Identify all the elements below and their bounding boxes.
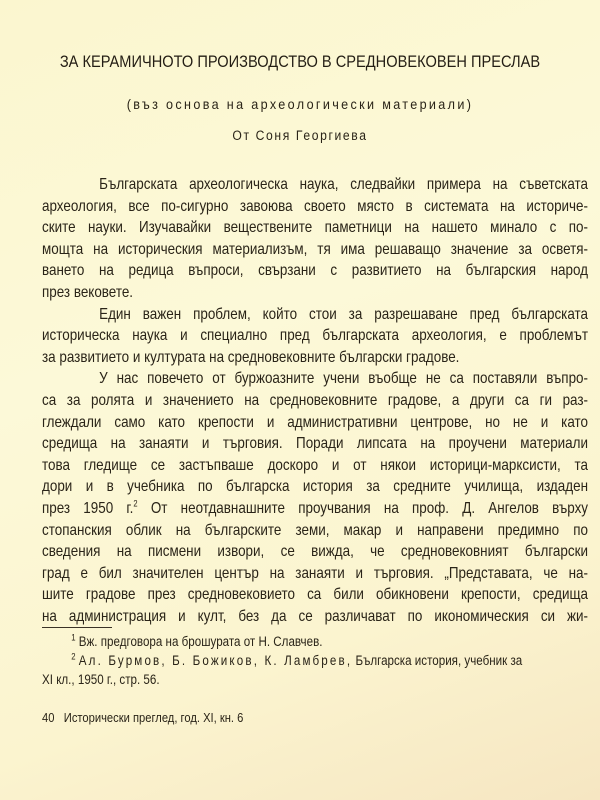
article-title: ЗА КЕРАМИЧНОТО ПРОИЗВОДСТВО В СРЕДНОВЕКОВЕН ПРЕСЛАВ — [59, 52, 541, 71]
paragraph-line: за развитието и културата на средновековните български градове. — [42, 348, 460, 366]
footnote-ref-2[interactable]: 2 — [133, 498, 138, 509]
footnote-marker: 2 — [71, 651, 76, 662]
footnote-2-continuation: XI кл., 1950 г., стр. 56. — [42, 672, 160, 687]
journal-reference: Исторически преглед, год. XI, кн. 6 — [63, 710, 244, 725]
paragraph-line: ването на редица въпроси, свързани с развитието на българския народ — [42, 262, 588, 280]
paragraph-line: това гледище се застъпваше доскоро и от някои историци-марксисти, та — [42, 456, 588, 474]
paragraph-line: сведения на писмени извори, се вижда, че средновековният български — [42, 543, 588, 561]
paragraph-line: на администрация и култ, без да се различават по икономическия си жи- — [42, 607, 588, 625]
paragraph-line: през вековете. — [42, 283, 134, 301]
paragraph-line: мощта на историческия материализъм, тя има решаващо значение за осветя- — [42, 240, 588, 258]
article-subtitle: (въз основа на археологически материали) — [126, 96, 474, 112]
footnote-divider — [42, 627, 112, 628]
paragraph-line: глеждали само като крепости и административни центрове, но не и като — [42, 413, 588, 431]
paragraph-line: Българската археологическа наука, следвайки примера на съветската — [99, 176, 588, 193]
footnote-authors: Ал. Бурмов, Б. Божиков, К. Ламбрев, — [78, 653, 353, 668]
footnote-marker: 1 — [71, 632, 76, 643]
paragraph-line: средища на занаяти и търговия. Поради липсата на проучени материали — [42, 435, 588, 453]
paragraph-line — [42, 498, 588, 520]
article-body — [42, 174, 588, 627]
paragraph-line: са за ролята и значението на средновековните градове, а други са ги раз- — [42, 391, 588, 409]
paragraph-line: стопанския облик на българските земи, макар и направени предимно по — [42, 521, 588, 539]
footnote-1 — [42, 632, 512, 651]
paragraph-line: град е бил значителен център на занаяти и търговия. „Представата, че на- — [42, 564, 588, 582]
paragraph-line: Един важен проблем, който стои за разрешаване пред българската — [99, 305, 588, 323]
footnote-2 — [42, 651, 523, 670]
article-author: От Соня Георгиева — [232, 128, 368, 143]
page-number: 40 — [42, 710, 55, 725]
footnote-text: Българска история, учебник за — [352, 653, 523, 668]
paragraph-line: археология, все по-сигурно завоюва своето място в системата на историче- — [42, 197, 588, 215]
paragraph-line: У нас повечето от буржоазните учени въобще не са поставяли въпро- — [99, 370, 588, 388]
footnotes — [42, 632, 588, 689]
paragraph-line: историческа наука и специално пред българската археология, е проблемът — [42, 327, 588, 345]
paragraph-line: шите градове през средновековието са били обикновени крепости, средища — [42, 586, 588, 604]
paragraph-line: ските науки. Изучавайки веществените паметници на нашето минало с по- — [42, 219, 588, 237]
line-text: през 1950 г. — [42, 499, 134, 517]
paragraph-line: дори и в учебника по българска история за средните училища, издаден — [42, 478, 588, 496]
page-footer — [42, 710, 243, 725]
footnote-text: Вж. предговора на брошурата от Н. Славчев. — [78, 634, 323, 649]
line-text: От неотдавнашните проучвания на проф. Д. Ангелов върху — [137, 499, 589, 517]
